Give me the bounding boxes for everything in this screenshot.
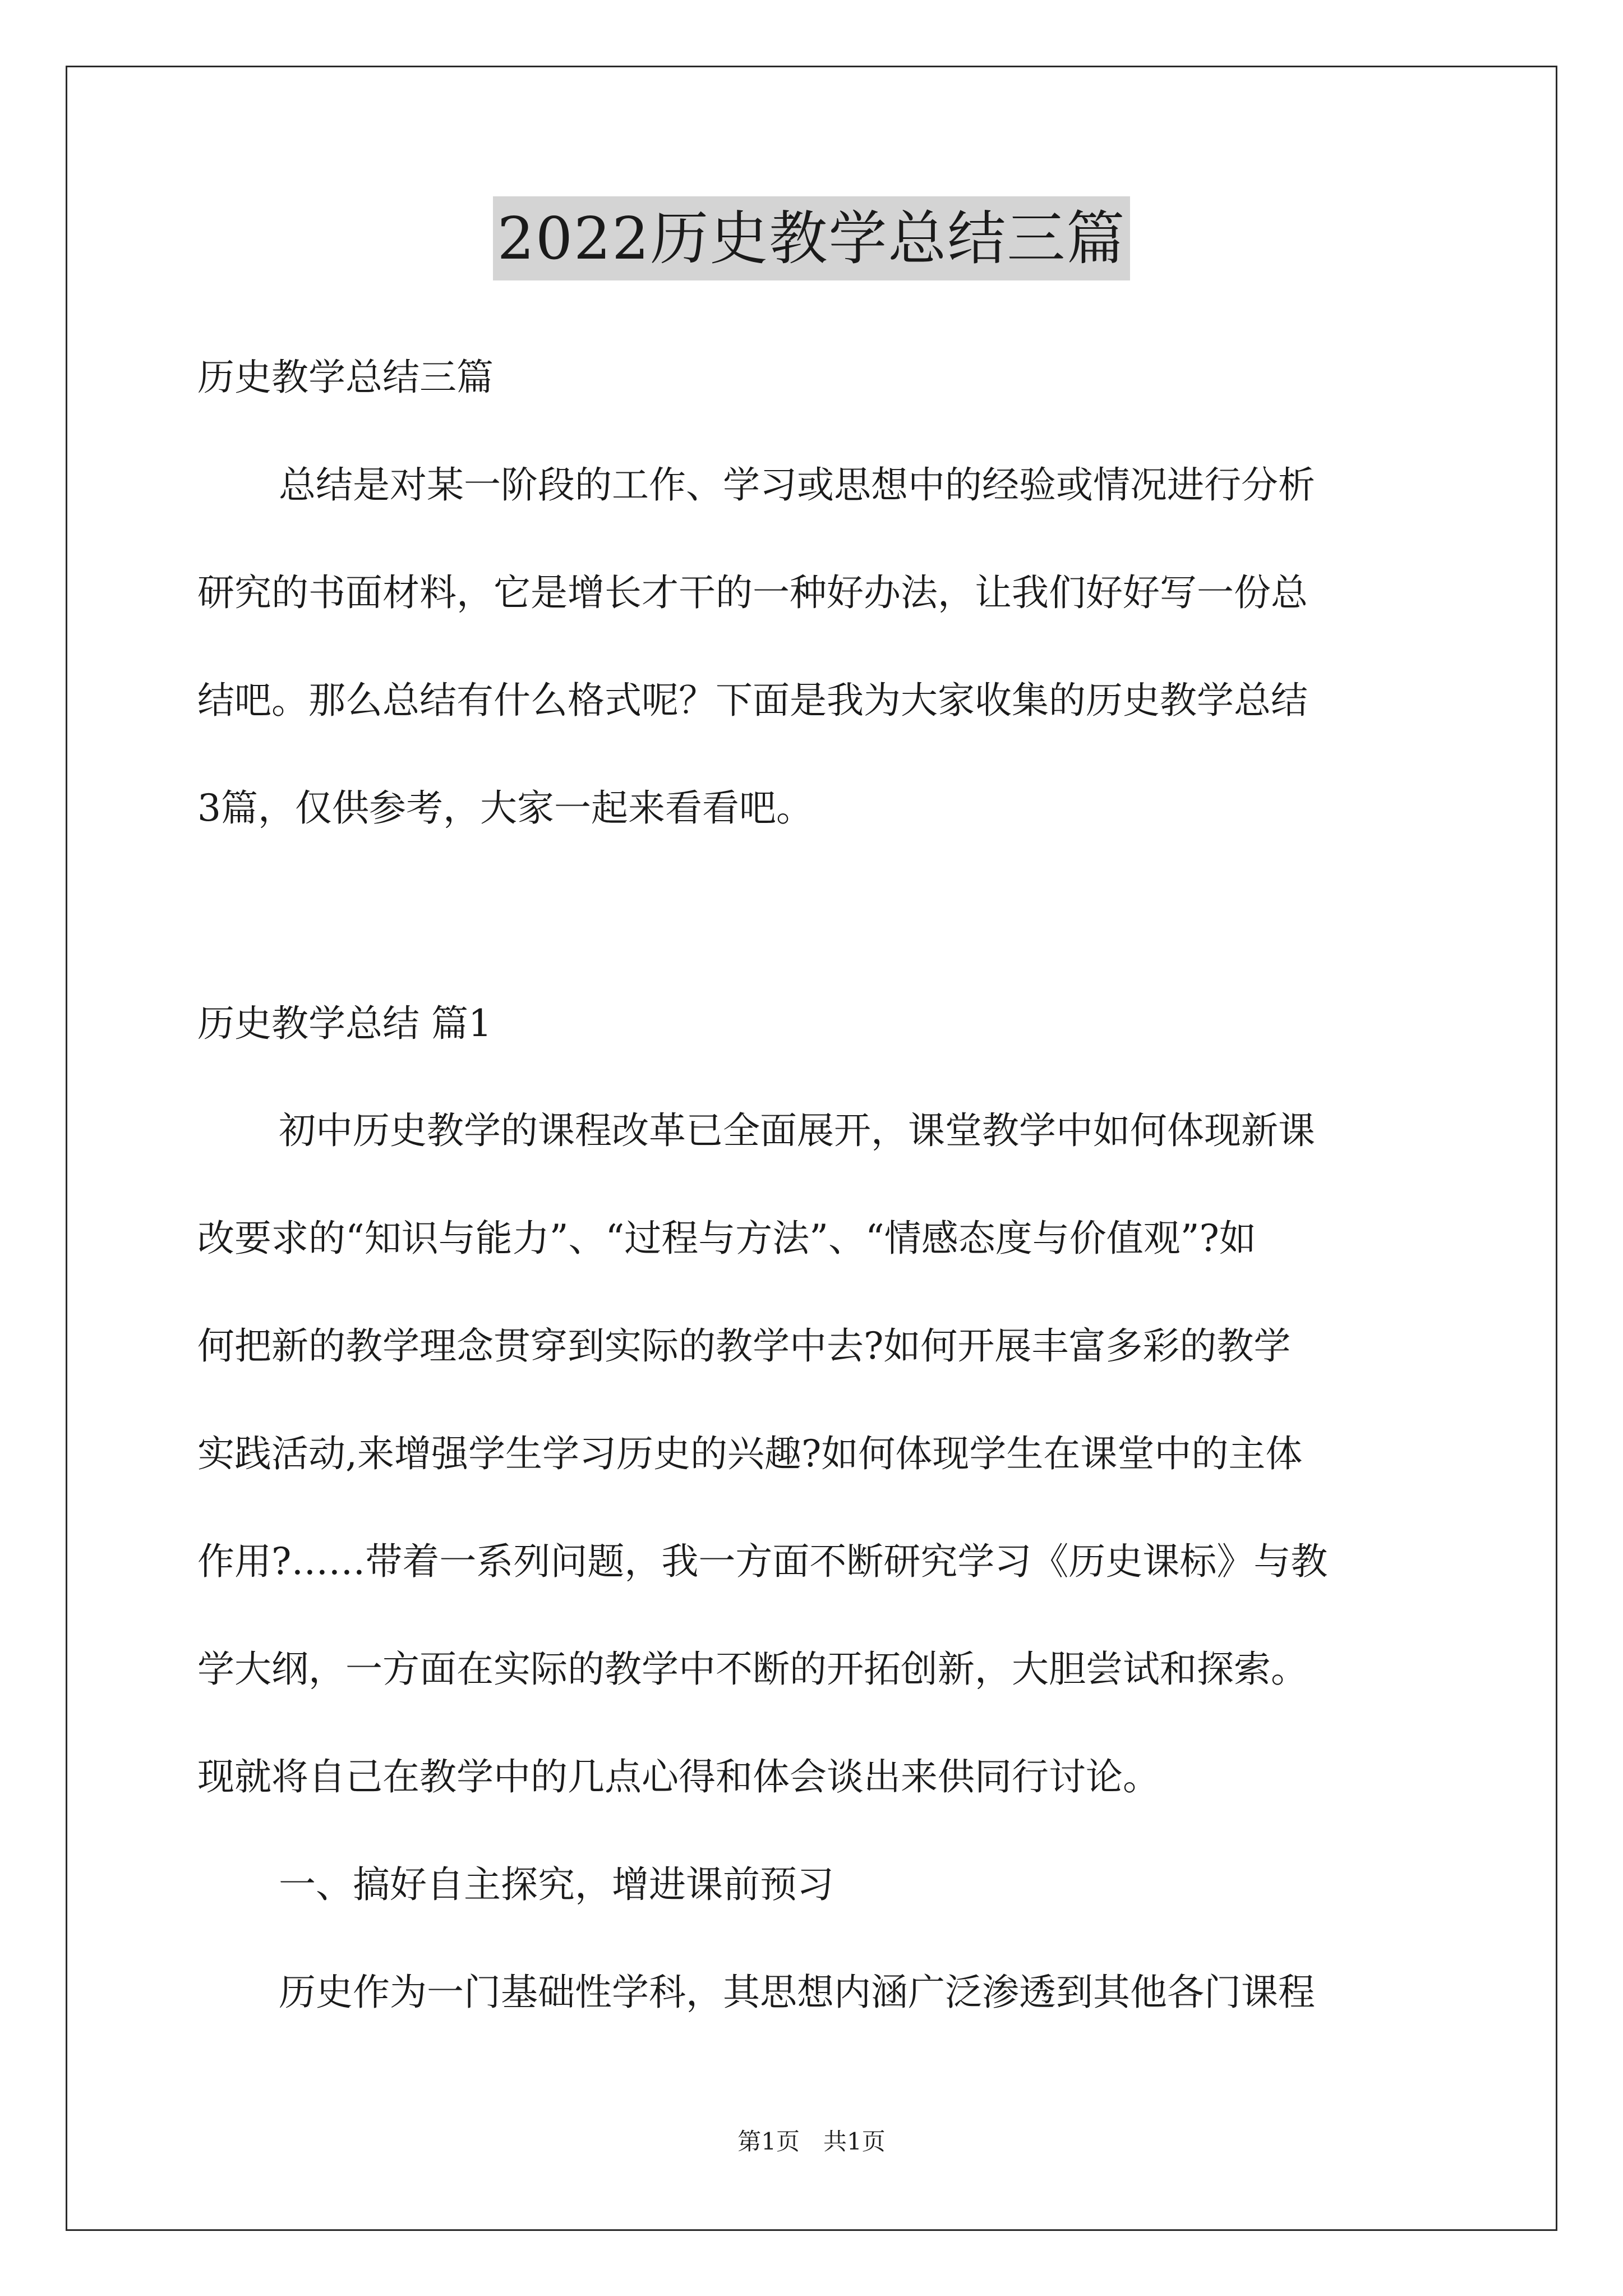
intro-line: 研究的书面材料，它是增长才干的一种好办法，让我们好好写一份总 [197, 571, 1308, 614]
section-heading: 历史教学总结 篇1 [197, 1002, 492, 1045]
section-body-line: 实践活动,来增强学生学习历史的兴趣?如何体现学生在课堂中的主体 [197, 1432, 1303, 1475]
document-title: 2022历史教学总结三篇 [493, 196, 1131, 280]
section-body-line: 何把新的教学理念贯穿到实际的教学中去?如何开展丰富多彩的教学 [197, 1324, 1291, 1368]
section-body-line: 现就将自己在教学中的几点心得和体会谈出来供同行讨论。 [197, 1755, 1160, 1798]
intro-line: 结吧。那么总结有什么格式呢？下面是我为大家收集的历史教学总结 [197, 679, 1308, 722]
section-body-line: 改要求的“知识与能力”、“过程与方法”、“情感态度与价值观”?如 [197, 1217, 1256, 1260]
point-body-line: 历史作为一门基础性学科，其思想内涵广泛渗透到其他各门课程 [279, 1971, 1315, 2014]
section-body-line: 学大纲，一方面在实际的教学中不断的开拓创新，大胆尝试和探索。 [197, 1648, 1308, 1691]
document-subtitle: 历史教学总结三篇 [197, 356, 494, 399]
intro-line: 总结是对某一阶段的工作、学习或思想中的经验或情况进行分析 [279, 463, 1315, 507]
title-container [0, 196, 1623, 280]
section-body-line: 初中历史教学的课程改革已全面展开，课堂教学中如何体现新课 [279, 1109, 1315, 1152]
section-body-line: 作用?……带着一系列问题，我一方面不断研究学习《历史课标》与教 [197, 1540, 1328, 1583]
intro-line: 3篇，仅供参考，大家一起来看看吧。 [197, 786, 813, 830]
point-heading: 一、搞好自主探究，增进课前预习 [279, 1863, 834, 1906]
page-number: 第1页 共1页 [737, 2128, 886, 2155]
